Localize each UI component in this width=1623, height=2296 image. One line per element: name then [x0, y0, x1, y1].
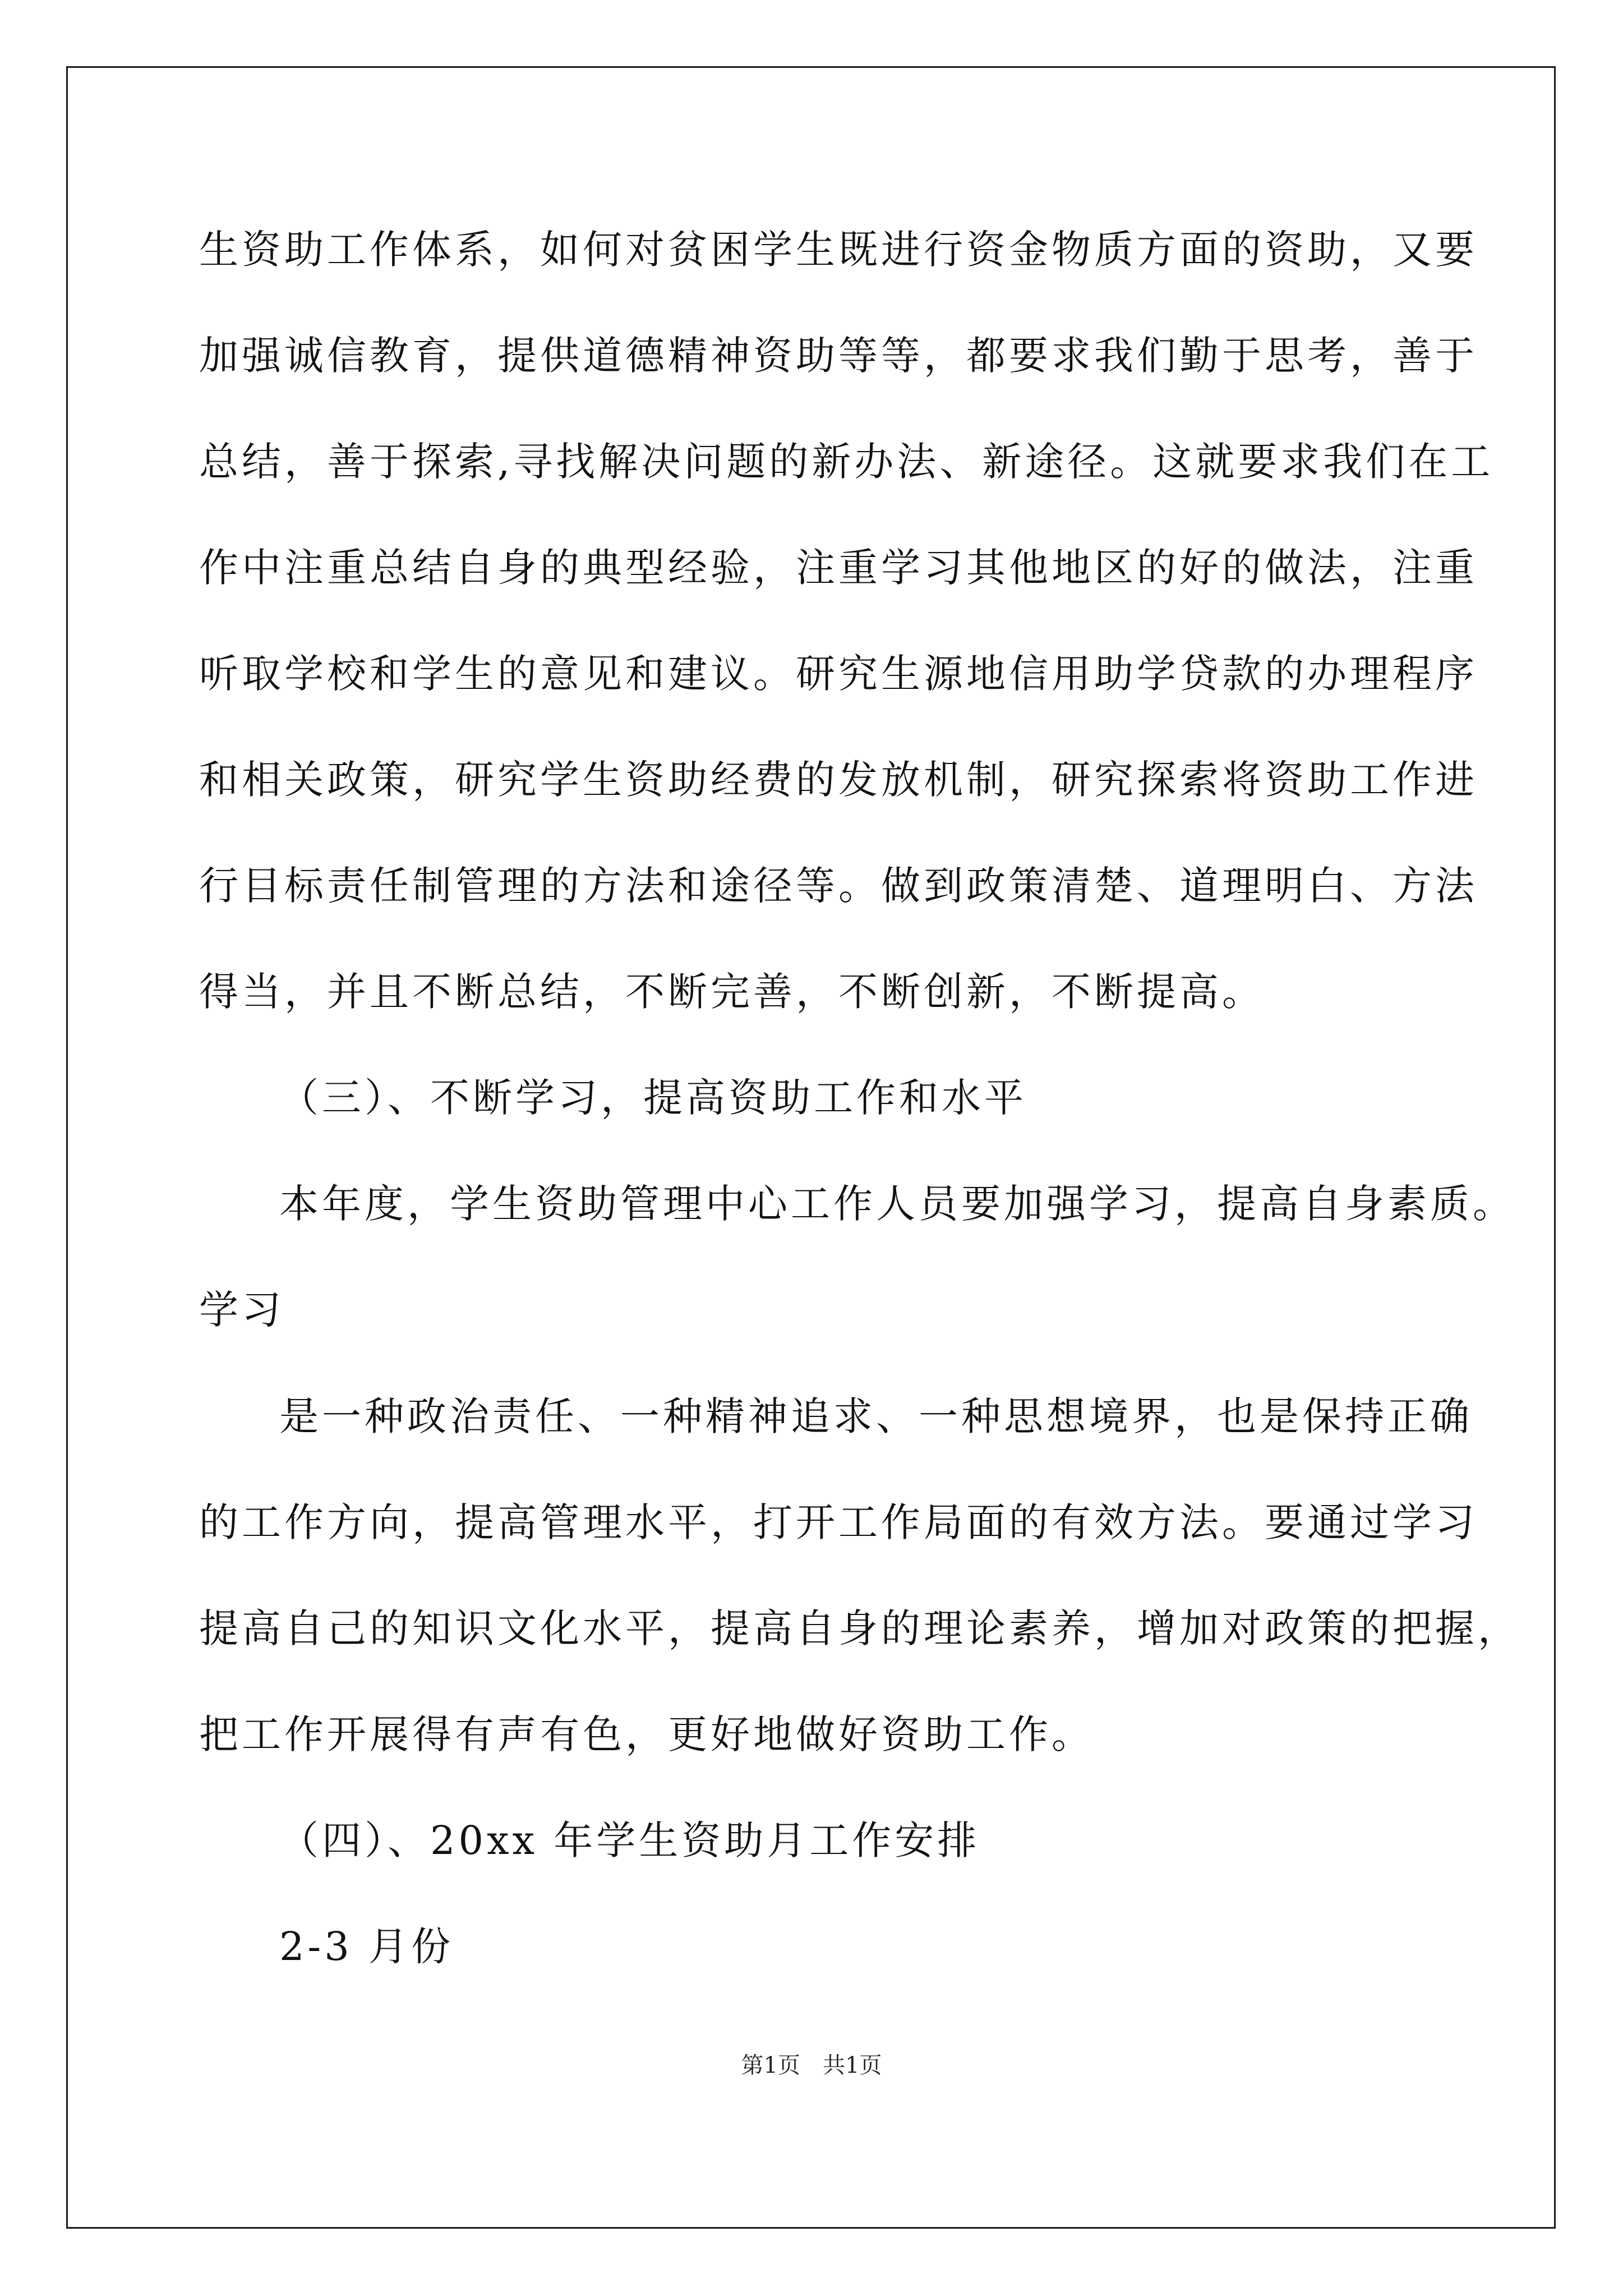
paragraph-line: 学习: [199, 1287, 284, 1333]
paragraph-line: 的工作方向，提高管理水平，打开工作局面的有效方法。要通过学习: [199, 1499, 1478, 1545]
paragraph-line: 听取学校和学生的意见和建议。研究生源地信用助学贷款的办理程序: [199, 651, 1478, 697]
section-heading: （四）、20xx 年学生资助月工作安排: [279, 1818, 980, 1864]
paragraph-line: 得当，并且不断总结，不断完善，不断创新，不断提高。: [199, 969, 1265, 1015]
paragraph-line: 生资助工作体系，如何对贫困学生既进行资金物质方面的资助，又要: [199, 227, 1478, 273]
paragraph-line: 本年度，学生资助管理中心工作人员要加强学习，提高自身素质。: [279, 1181, 1515, 1227]
page-footer: 第1页 共1页: [741, 2053, 882, 2078]
paragraph-line: 把工作开展得有声有色，更好地做好资助工作。: [199, 1711, 1094, 1757]
paragraph-line: 提高自己的知识文化水平，提高自身的理论素养，增加对政策的把握，: [199, 1605, 1520, 1651]
paragraph-line: 2-3 月份: [279, 1924, 454, 1970]
paragraph-line: 行目标责任制管理的方法和途径等。做到政策清楚、道理明白、方法: [199, 863, 1478, 909]
page-border: [66, 66, 1556, 2229]
section-heading: （三）、不断学习，提高资助工作和水平: [279, 1075, 1027, 1121]
paragraph-line: 是一种政治责任、一种精神追求、一种思想境界，也是保持正确: [279, 1393, 1473, 1439]
paragraph-line: 作中注重总结自身的典型经验，注重学习其他地区的好的做法，注重: [199, 545, 1478, 591]
paragraph-line: 总结，善于探索,寻找解决问题的新办法、新途径。这就要求我们在工: [199, 439, 1494, 485]
paragraph-line: 加强诚信教育，提供道德精神资助等等，都要求我们勤于思考，善于: [199, 333, 1478, 379]
paragraph-line: 和相关政策，研究学生资助经费的发放机制，研究探索将资助工作进: [199, 757, 1478, 803]
